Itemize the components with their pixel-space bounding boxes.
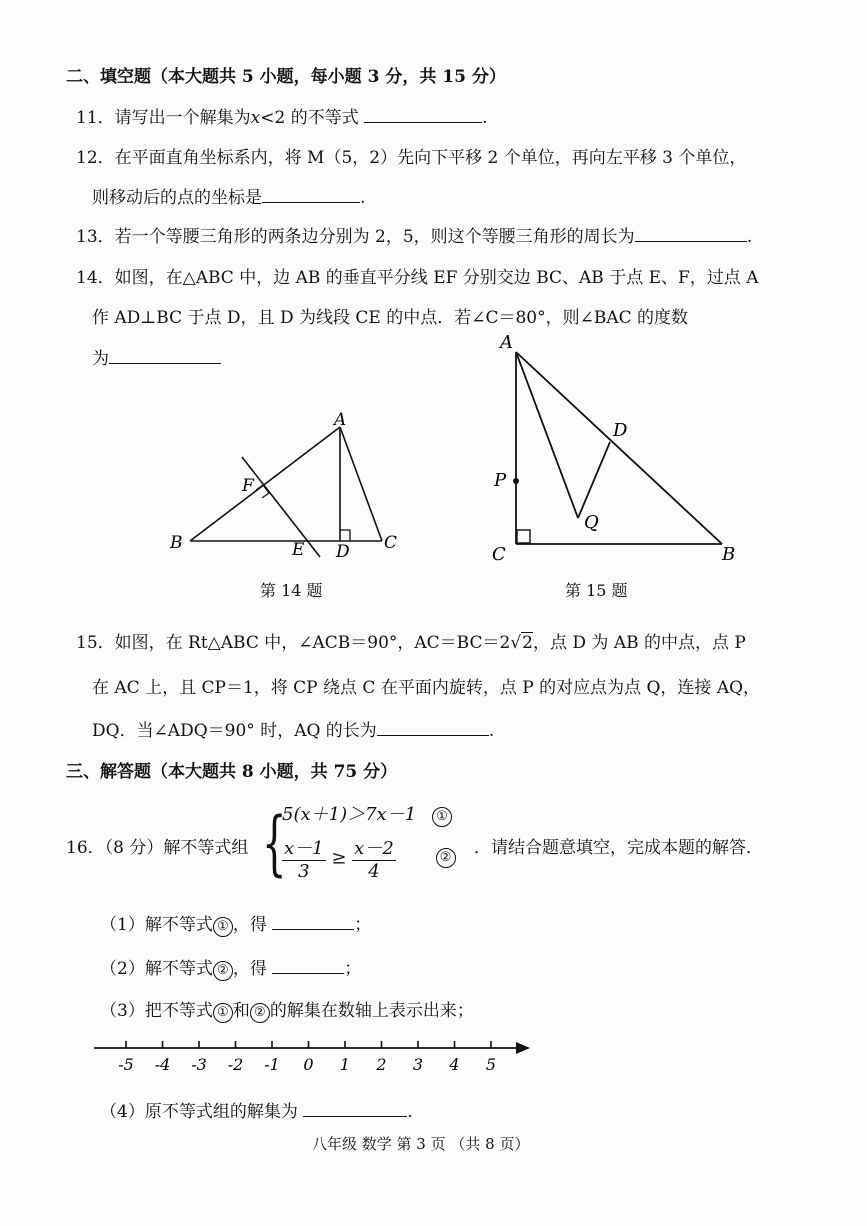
question-number: 15．: [76, 633, 115, 653]
segment-aq: [516, 352, 578, 518]
question-text: 如图，在 Rt△ABC 中，∠ACB＝90°，AC＝BC＝2: [114, 633, 511, 653]
label-d: D: [336, 542, 350, 562]
inequality-1-expr: 5(x＋1)＞7x－1: [282, 804, 417, 825]
question-13: [76, 222, 752, 247]
question-16-instruction: ．请结合题意填空，完成本题的解答．: [474, 838, 763, 858]
step-4-text: （4）原不等式组的解集为: [100, 1102, 298, 1122]
label-d: D: [613, 420, 628, 441]
period: .: [407, 1102, 413, 1122]
condition-text: <2 的不等式: [260, 108, 359, 128]
label-b: B: [722, 544, 736, 565]
question-15-line-3: [92, 716, 494, 741]
question-text: 请写出一个解集为: [114, 108, 251, 128]
question-14-line-1: [76, 263, 758, 288]
segment-ac: [340, 427, 382, 541]
sqrt-value: 2: [522, 633, 533, 653]
number-line-tick-label: 4: [449, 1055, 460, 1074]
semicolon: ；: [354, 915, 372, 935]
question-number: 12．: [76, 148, 115, 168]
answer-blank[interactable]: [262, 184, 360, 203]
figure-14-caption: 第 14 题: [260, 581, 323, 600]
question-14-line-2: 作 AD⊥BC 于点 D，且 D 为线段 CE 的中点．若∠C＝80°，则∠BAC 的度数: [92, 308, 689, 328]
question-number: 13．: [76, 227, 115, 247]
question-text-cont: ，点 D 为 AB 的中点，点 P: [533, 633, 746, 653]
step-3-and: 和: [232, 1001, 250, 1021]
label-c: C: [384, 533, 398, 553]
right-angle-mark-d: [340, 530, 350, 541]
number-line-tick-label: 0: [303, 1055, 314, 1074]
label-a: A: [500, 332, 513, 353]
answer-blank[interactable]: [303, 1098, 407, 1117]
number-line-tick-label: -3: [191, 1055, 207, 1074]
label-f: F: [242, 476, 254, 496]
inequality-1: [282, 800, 452, 827]
question-text: DQ．当∠ADQ＝90° 时，AQ 的长为: [92, 721, 377, 741]
answer-blank[interactable]: [635, 223, 747, 242]
circled-one: ①: [213, 1003, 233, 1023]
period: .: [746, 227, 753, 247]
point-p: [513, 478, 519, 484]
question-text: 在平面直角坐标系内，将 M（5，2）先向下平移 2 个单位，再向左平移 3 个单位，: [114, 148, 747, 168]
question-number: 11．: [76, 108, 115, 128]
fraction-1-den: 3: [298, 861, 310, 882]
step-1-text-b: ，得: [232, 915, 267, 935]
step-2: [100, 954, 361, 981]
step-3-text: （3）把不等式: [100, 1001, 213, 1021]
step-3-text-b: 的解集在数轴上表示出来；: [269, 1001, 474, 1021]
question-14-line-3: [92, 344, 221, 369]
question-text: 如图，在△ABC 中，边 AB 的垂直平分线 EF 分别交边 BC、AB 于点 E、F，过点 A: [114, 268, 759, 288]
variable: x: [250, 108, 261, 128]
fraction-1-num: x－1: [282, 834, 326, 861]
number-line-tick-label: -1: [264, 1055, 280, 1074]
figure-15: [480, 330, 750, 570]
section-2-heading: 二、填空题（本大题共 5 小题，每小题 3 分，共 15 分）: [66, 67, 506, 87]
answer-blank[interactable]: [272, 911, 354, 930]
fraction-2-den: 4: [368, 861, 380, 882]
answer-blank[interactable]: [364, 104, 482, 123]
arrow-head-icon: [516, 1042, 530, 1054]
question-15-line-1: [76, 628, 746, 653]
number-line-tick-label: 3: [412, 1055, 424, 1074]
label-a: A: [334, 410, 347, 430]
question-text: （8 分）解不等式组: [104, 838, 249, 858]
number-line: [90, 1036, 540, 1078]
fraction-2-num: x－2: [352, 834, 396, 861]
right-angle-mark-c: [517, 530, 530, 543]
figure-15-caption: 第 15 题: [565, 581, 628, 600]
question-number: 16．: [66, 838, 105, 858]
fraction-2: [352, 834, 396, 882]
question-text: 则移动后的点的坐标是: [92, 188, 262, 208]
system-brace: {: [262, 802, 287, 884]
segment-ab: [516, 352, 722, 544]
period: .: [360, 188, 366, 208]
step-3: [100, 996, 474, 1023]
number-line-tick-label: 1: [339, 1055, 351, 1074]
answer-blank[interactable]: [272, 955, 344, 974]
circled-two: ②: [213, 961, 233, 981]
circled-one: ①: [213, 917, 233, 937]
semicolon: ；: [344, 959, 362, 979]
step-2-text: （2）解不等式: [100, 959, 213, 979]
section-3-heading: 三、解答题（本大题共 8 小题，共 75 分）: [66, 762, 398, 782]
period: .: [488, 721, 495, 741]
right-angle-mark-f: [256, 485, 269, 498]
number-line-tick-label: 5: [485, 1055, 497, 1074]
question-16-intro: [66, 833, 248, 858]
question-11: [76, 103, 488, 128]
number-line-tick-label: 2: [376, 1055, 387, 1074]
period: .: [482, 108, 488, 128]
question-12-line-2: [92, 183, 365, 208]
step-1-text: （1）解不等式: [100, 915, 213, 935]
figure-14: [160, 405, 410, 570]
step-2-text-b: ，得: [232, 959, 267, 979]
question-text: 为: [92, 349, 109, 369]
question-12-line-1: [76, 143, 746, 168]
label-c: C: [492, 544, 506, 565]
circled-two: ②: [250, 1003, 270, 1023]
answer-blank[interactable]: [109, 345, 221, 364]
question-number: 14．: [76, 268, 115, 288]
fraction-1: [282, 834, 326, 882]
question-text: 若一个等腰三角形的两条边分别为 2，5，则这个等腰三角形的周长为: [114, 227, 635, 247]
sqrt-sign: √: [510, 633, 522, 653]
number-line-tick-label: -5: [118, 1055, 134, 1074]
inequality-2: [282, 834, 456, 882]
label-b: B: [170, 533, 183, 553]
answer-blank[interactable]: [377, 717, 489, 736]
label-e: E: [292, 540, 305, 560]
geq-sign: ≥: [331, 847, 347, 869]
circled-two: ②: [436, 848, 456, 868]
number-line-tick-label: -2: [227, 1055, 244, 1074]
step-1: [100, 910, 371, 937]
number-line-tick-label: -4: [154, 1055, 171, 1074]
label-q: Q: [584, 512, 599, 533]
segment-ab: [190, 427, 340, 541]
page-footer: 八年级 数学 第 3 页 （共 8 页）: [312, 1135, 530, 1153]
circled-one: ①: [432, 807, 452, 827]
label-p: P: [494, 470, 507, 491]
question-15-line-2: 在 AC 上，且 CP＝1，将 CP 绕点 C 在平面内旋转，点 P 的对应点为点 Q，连接 AQ，: [92, 678, 761, 698]
segment-dq: [578, 442, 610, 518]
step-4: [100, 1097, 413, 1122]
